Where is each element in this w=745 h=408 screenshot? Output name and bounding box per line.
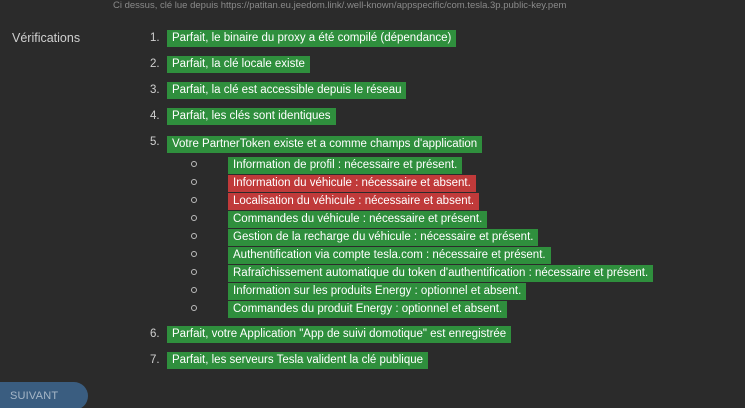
bullet-icon	[191, 251, 197, 257]
bullet-icon	[191, 179, 197, 185]
scope-status-text: Gestion de la recharge du véhicule : nécessaire et présent.	[228, 229, 538, 246]
scope-status-text: Authentification via compte tesla.com : nécessaire et présent.	[228, 247, 551, 264]
step-number: 2.	[150, 58, 160, 70]
bullet-icon	[191, 287, 197, 293]
step-6	[150, 326, 511, 352]
step-number: 4.	[150, 110, 160, 122]
step-3	[150, 82, 511, 108]
step-2	[150, 56, 511, 82]
step-1	[150, 30, 511, 56]
verification-steps-list	[150, 30, 649, 378]
bullet-icon	[191, 197, 197, 203]
step-number: 1.	[150, 32, 160, 44]
step-status-text: Parfait, les serveurs Tesla valident la clé publique	[167, 352, 428, 369]
step-status-text: Parfait, votre Application "App de suivi domotique" est enregistrée	[167, 326, 511, 343]
step-4	[150, 108, 511, 134]
scope-status-text: Information du véhicule : nécessaire et absent.	[228, 175, 476, 192]
step-status-text: Votre PartnerToken existe et a comme champs d'application	[167, 136, 482, 153]
step-5	[150, 134, 649, 326]
scope-status-text: Commandes du véhicule : nécessaire et présent.	[228, 211, 487, 228]
step-status-text: Parfait, les clés sont identiques	[167, 108, 336, 125]
bullet-icon	[191, 305, 197, 311]
step-status-text: Parfait, la clé est accessible depuis le réseau	[167, 82, 406, 99]
bullet-icon	[191, 269, 197, 275]
step-number: 6.	[150, 328, 160, 340]
step-7	[150, 352, 511, 378]
scope-status-text: Information sur les produits Energy : optionnel et absent.	[228, 283, 526, 300]
step-status-text: Parfait, la clé locale existe	[167, 56, 310, 73]
bullet-icon	[191, 215, 197, 221]
public-key-source-note: Ci dessus, clé lue depuis https://patitan.eu.jeedom.link/.well-known/appspecific/com.tesla.3p.public-key.pem	[113, 0, 567, 11]
bullet-icon	[191, 233, 197, 239]
step-number: 3.	[150, 84, 160, 96]
step-5-header	[150, 134, 482, 154]
scope-status-text: Localisation du véhicule : nécessaire et absent.	[228, 193, 479, 210]
step-status-text: Parfait, le binaire du proxy a été compilé (dépendance)	[167, 30, 456, 47]
next-button[interactable]: SUIVANT	[0, 382, 88, 408]
scope-status-text: Information de profil : nécessaire et présent.	[228, 157, 462, 174]
bullet-icon	[191, 161, 197, 167]
scope-status-text: Rafraîchissement automatique du token d'authentification : nécessaire et présent.	[228, 265, 653, 282]
step-number: 7.	[150, 354, 160, 366]
scope-status-text: Commandes du produit Energy : optionnel et absent.	[228, 301, 507, 318]
section-label-verifications: Vérifications	[12, 31, 81, 45]
step-number: 5.	[150, 136, 160, 148]
